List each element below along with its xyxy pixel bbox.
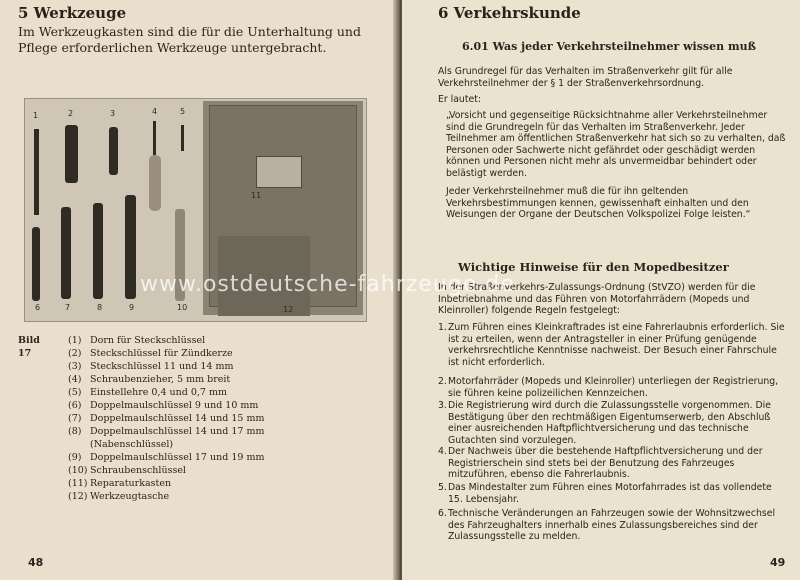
socket-wrench xyxy=(109,127,118,175)
quote-paragraph: „Vorsicht und gegenseitige Rücksichtnahme aller Verkehrsteilnehmer sind die Grundregeln für das Verhalten im Straßenverkehr. Jeder Teilnehmer am öffentlichen Straßenverkehr hat sich so zu verhalten, daß Personen oder Sachwerte nicht gefährdet oder geschädigt werden können und Personen nicht mehr als unvermeidbar behindert oder belästigt werden. xyxy=(446,110,786,179)
caption-item: (2) Steckschlüssel für Zündkerze xyxy=(68,348,233,359)
photo-number: 5 xyxy=(180,107,186,116)
photo-number: 1 xyxy=(33,111,39,120)
watermark: www.ostdeutsche-fahrzeuge.de xyxy=(140,272,515,297)
quote-paragraph: Jeder Verkehrsteilnehmer muß die für ihn geltenden Verkehrsbestimmungen kennen, gewissenhaft einhalten und den Weisungen der Organe der Deutschen Volkspolizei Folge leisten.“ xyxy=(446,186,751,221)
wrench-9 xyxy=(125,195,136,299)
chapter-title-werkzeuge: 5 Werkzeuge xyxy=(18,4,127,22)
caption-item: (4) Schraubenzieher, 5 mm breit xyxy=(68,374,231,385)
rule-item: 2. Motorfahrräder (Mopeds und Kleinroller) unterliegen der Registrierung, sie führen keine polizeilichen Kennzeichen. xyxy=(438,376,779,399)
caption-item: (9) Doppelmaulschlüssel 17 und 19 mm xyxy=(68,452,265,463)
paragraph: Er lautet: xyxy=(438,94,481,105)
caption-item: (3) Steckschlüssel 11 und 14 mm xyxy=(68,361,234,372)
caption-item: (11) Reparaturkasten xyxy=(68,478,172,489)
repair-kit-box xyxy=(256,156,302,188)
rule-item: 6. Technische Veränderungen an Fahrzeugen sowie der Wohnsitzwechsel des Fahrzeughalters innerhalb eines Zulassungsbereiches sind der Zulassungsstelle zu melden. xyxy=(438,508,776,543)
chapter-title-verkehrskunde: 6 Verkehrskunde xyxy=(438,4,581,22)
page-number-right: 49 xyxy=(770,556,786,569)
caption-item: (7) Doppelmaulschlüssel 14 und 15 mm xyxy=(68,413,265,424)
rule-item: 1. Zum Führen eines Kleinkraftrades ist eine Fahrerlaubnis erforderlich. Sie ist zu erteilen, wenn der Antragsteller in einer Prüfung genügende verkehrsrechtliche Kenntnisse nachweist. Der Besuch einer Fahrschule ist nicht erforderlich. xyxy=(438,322,785,368)
screwdriver-shaft xyxy=(153,121,156,157)
caption-item: (8) Doppelmaulschlüssel 14 und 17 mm xyxy=(68,426,265,437)
caption-label: Bild 17 xyxy=(18,335,40,359)
photo-number: 6 xyxy=(35,303,41,312)
rule-item: 5. Das Mindestalter zum Führen eines Motorfahrrades ist das vollendete 15. Lebensjahr. xyxy=(438,482,772,505)
photo-number: 11 xyxy=(251,191,262,200)
wrench-7 xyxy=(61,207,71,299)
page-number-left: 48 xyxy=(28,556,44,569)
rule-item: 3. Die Registrierung wird durch die Zulassungsstelle vorgenommen. Die Bestätigung über den rechtmäßigen Eigentumserwerb, den Abschluß einer ausreichenden Haftpflichtversicherung und das technische Gutachten sind vorzulegen. xyxy=(438,400,771,446)
caption-item: (10) Schraubenschlüssel xyxy=(68,465,186,476)
caption-list xyxy=(68,334,328,503)
paragraph: Als Grundregel für das Verhalten im Straßenverkehr gilt für alle Verkehrsteilnehmer der § 1 der Straßenverkehrsordnung. xyxy=(438,66,733,89)
photo-number: 3 xyxy=(110,109,116,118)
wrench-6 xyxy=(32,227,40,301)
wrench-8 xyxy=(93,203,103,299)
subheading: Wichtige Hinweise für den Mopedbesitzer xyxy=(458,260,729,274)
caption-item: (12) Werkzeugtasche xyxy=(68,491,170,502)
photo-number: 8 xyxy=(97,303,103,312)
screwdriver-handle xyxy=(149,155,161,211)
photo-number: 10 xyxy=(177,303,188,312)
paragraph: In der Straßenverkehrs-Zulassungs-Ordnung (StVZO) werden für die Inbetriebnahme und das Führen von Motorfahrrädern (Mopeds und Kleinroller) folgende Regeln festgelegt: xyxy=(438,282,756,317)
caption-item: (Nabenschlüssel) xyxy=(90,439,174,450)
caption-item: (1) Dorn für Steckschlüssel xyxy=(68,335,206,346)
mandrel-tool xyxy=(34,129,39,215)
section-title: 6.01 Was jeder Verkehrsteilnehmer wissen muß xyxy=(462,40,756,53)
feeler-gauge xyxy=(181,125,184,151)
photo-number: 9 xyxy=(129,303,135,312)
photo-number: 2 xyxy=(68,109,74,118)
photo-number: 7 xyxy=(65,303,71,312)
rule-item: 4. Der Nachweis über die bestehende Haftpflichtversicherung und der Registrierschein sind stets bei der Benutzung des Fahrzeuges mitzuführen, ebenso die Fahrerlaubnis. xyxy=(438,446,763,481)
caption-item: (6) Doppelmaulschlüssel 9 und 10 mm xyxy=(68,400,259,411)
intro-paragraph: Im Werkzeugkasten sind die für die Unterhaltung und Pflege erforderlichen Werkzeuge untergebracht. xyxy=(18,24,361,55)
caption-item: (5) Einstellehre 0,4 und 0,7 mm xyxy=(68,387,228,398)
spark-plug-socket xyxy=(65,125,78,183)
photo-number: 12 xyxy=(283,305,294,314)
photo-number: 4 xyxy=(152,107,158,116)
